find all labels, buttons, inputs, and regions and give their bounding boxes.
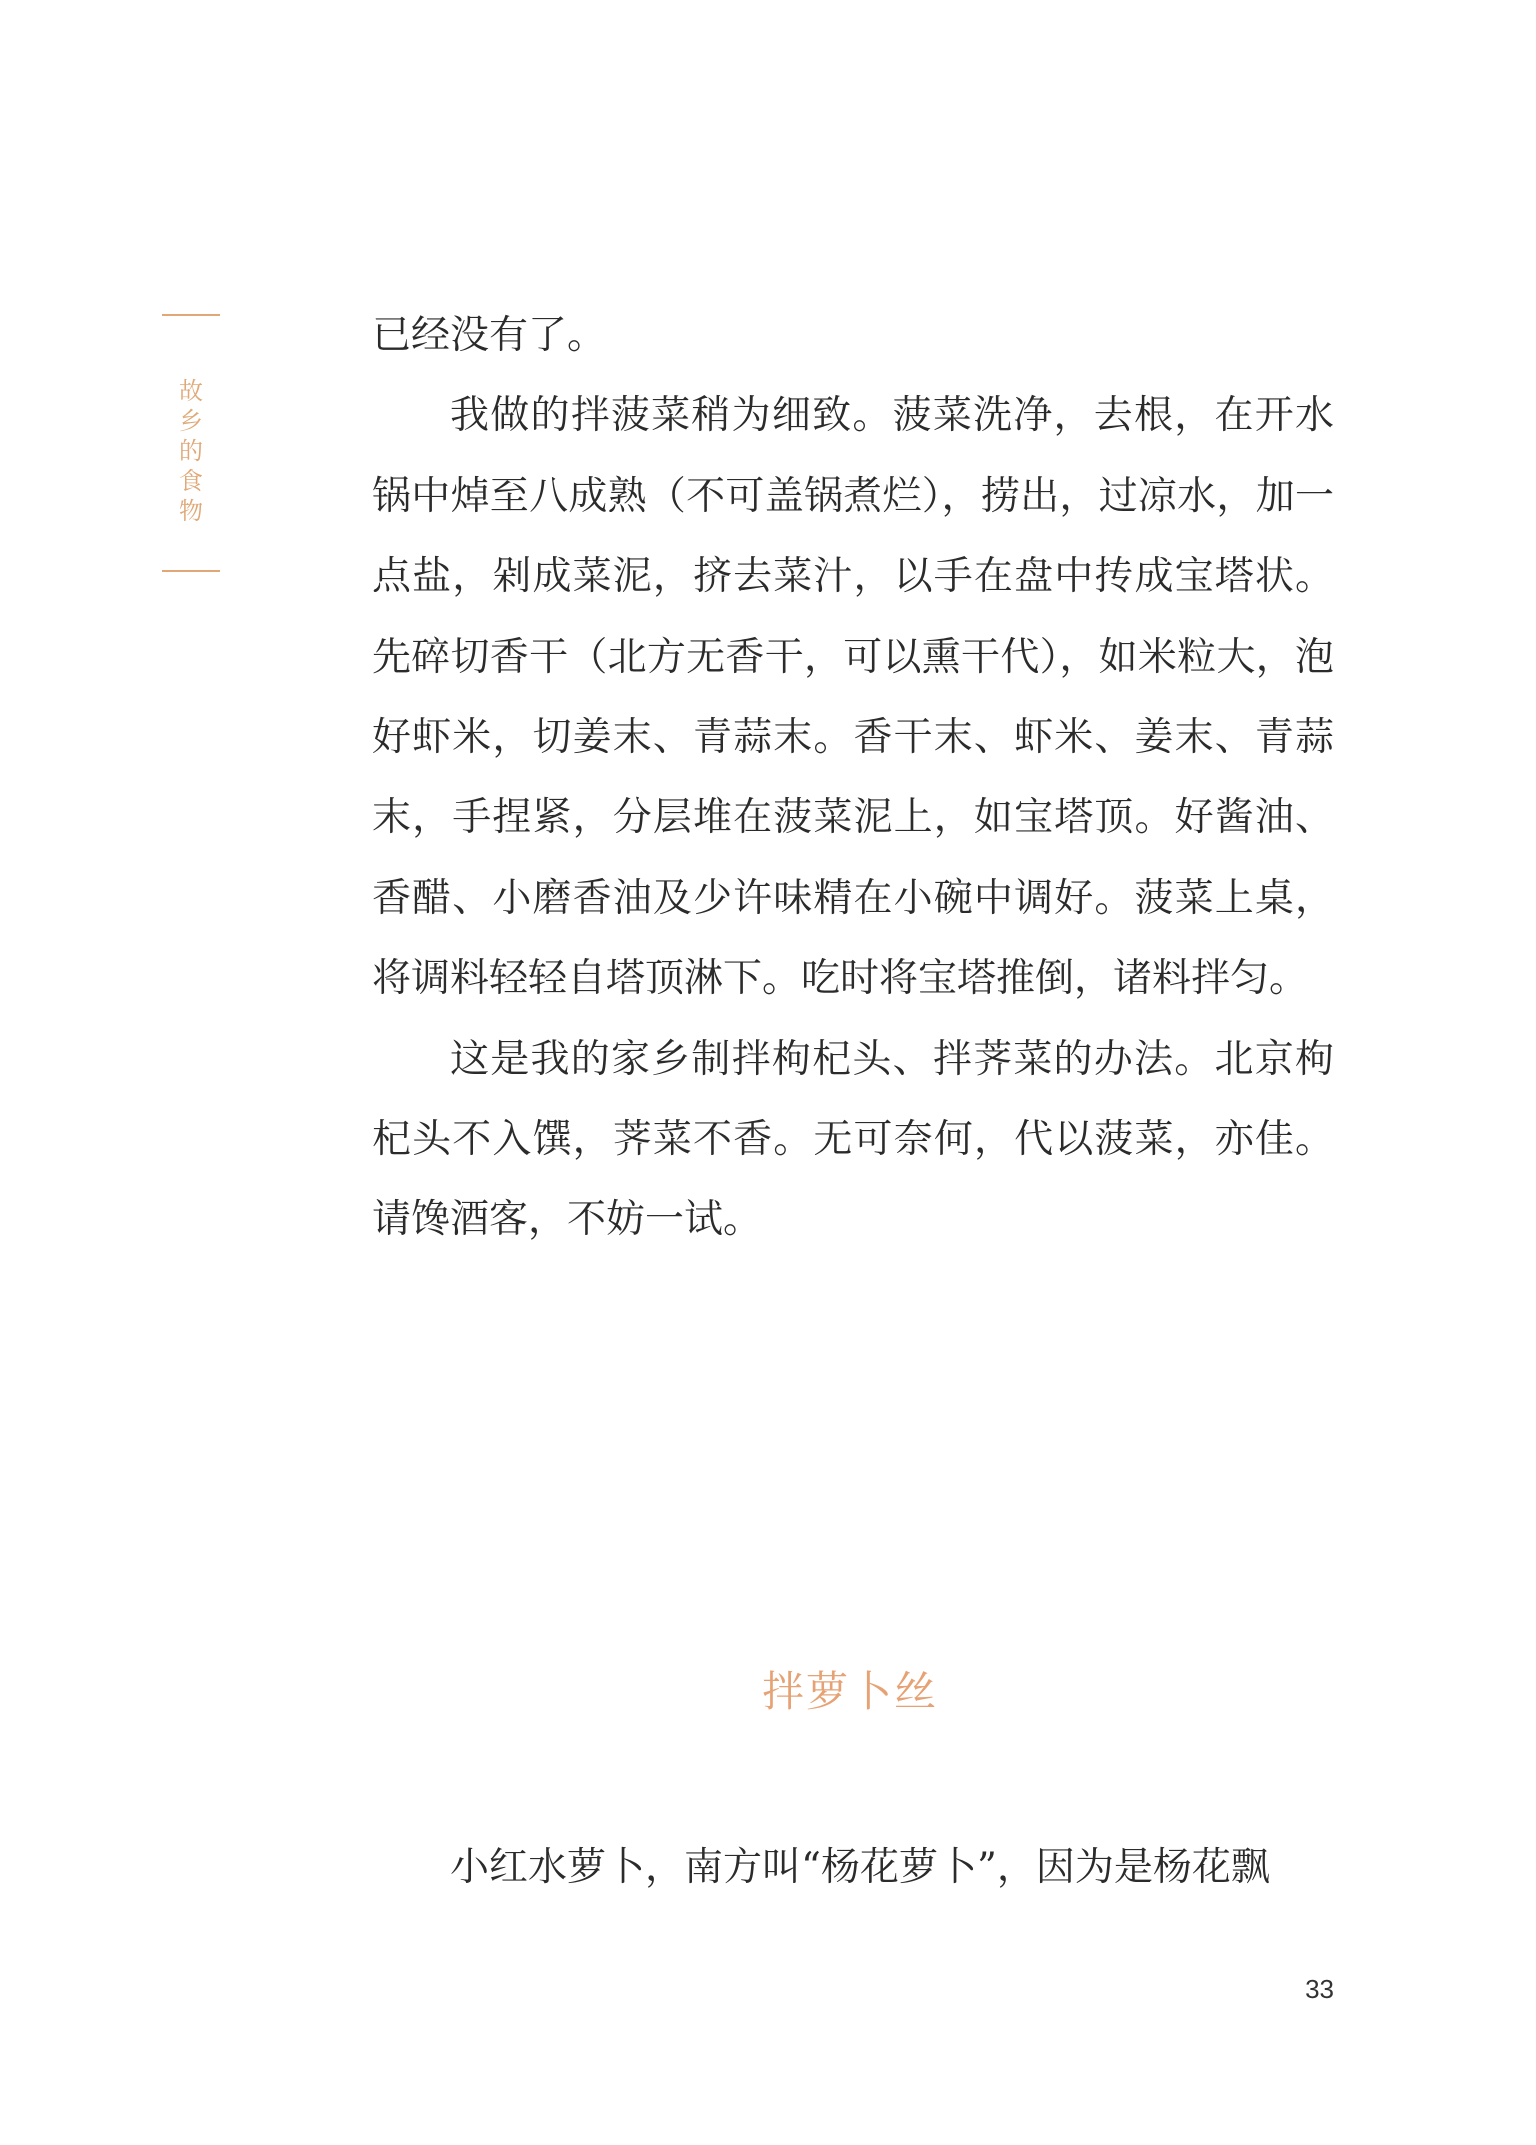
text-line: 好酱油、香醋、小磨香油及少许味精在小碗中调好。菠 [372,795,1334,921]
text-line: 锅中焯至八成熟（不可盖锅煮烂），捞出，过凉水， [372,473,1256,519]
text-line: 料拌匀。 [1152,956,1309,1002]
text-line: 加一点盐，剁成菜泥，挤去菜汁，以手在盘中抟成宝塔 [372,473,1334,600]
text-line: 小红水萝卜，南方叫“杨花萝卜”，因为是杨花飘 [450,1845,1270,1890]
body-text-block [372,296,1334,1261]
sidebar-title-char: 食 [179,467,203,495]
text-line: 杞头不入馔，荠菜不香。无可奈何，代以菠菜，亦佳。 [372,1117,1334,1163]
sidebar-title-char: 的 [179,437,203,465]
paragraph-spinach-recipe [372,376,1334,1019]
text-line: 已经没有了。 [372,313,607,358]
text-line: 我做的拌菠菜稍为细致。菠菜洗净，去根，在开水 [450,393,1334,439]
text-line: 粒大，泡好虾米，切姜末、青蒜末。香干末、虾米、姜 [372,634,1334,761]
sidebar-title-char: 物 [179,497,203,525]
page-number: 33 [1305,1974,1334,2004]
section-heading: 拌萝卜丝 [761,1667,938,1716]
sidebar-book-title [174,376,208,526]
paragraph-radish-intro [372,1828,1334,1908]
text-line: 菜上桌，将调料轻轻自塔顶淋下。吃时将宝塔推倒，诸 [372,875,1334,1002]
text-line: 请馋酒客，不妨一试。 [372,1197,763,1243]
text-line: 状。先碎切香干（北方无香干，可以熏干代），如米 [372,554,1334,680]
sidebar-rule-bottom [162,570,220,572]
sidebar-title-char: 故 [179,377,203,405]
text-line: 末、青蒜末，手捏紧，分层堆在菠菜泥上，如宝塔顶。 [372,715,1334,841]
sidebar-rule-top [162,314,220,316]
paragraph-continued [372,296,1334,376]
paragraph-hometown-method [372,1020,1334,1261]
text-line: 这是我的家乡制拌枸杞头、拌荠菜的办法。北京枸 [450,1036,1334,1082]
section-body-text [372,1828,1334,1908]
sidebar-title-char: 乡 [179,407,203,435]
